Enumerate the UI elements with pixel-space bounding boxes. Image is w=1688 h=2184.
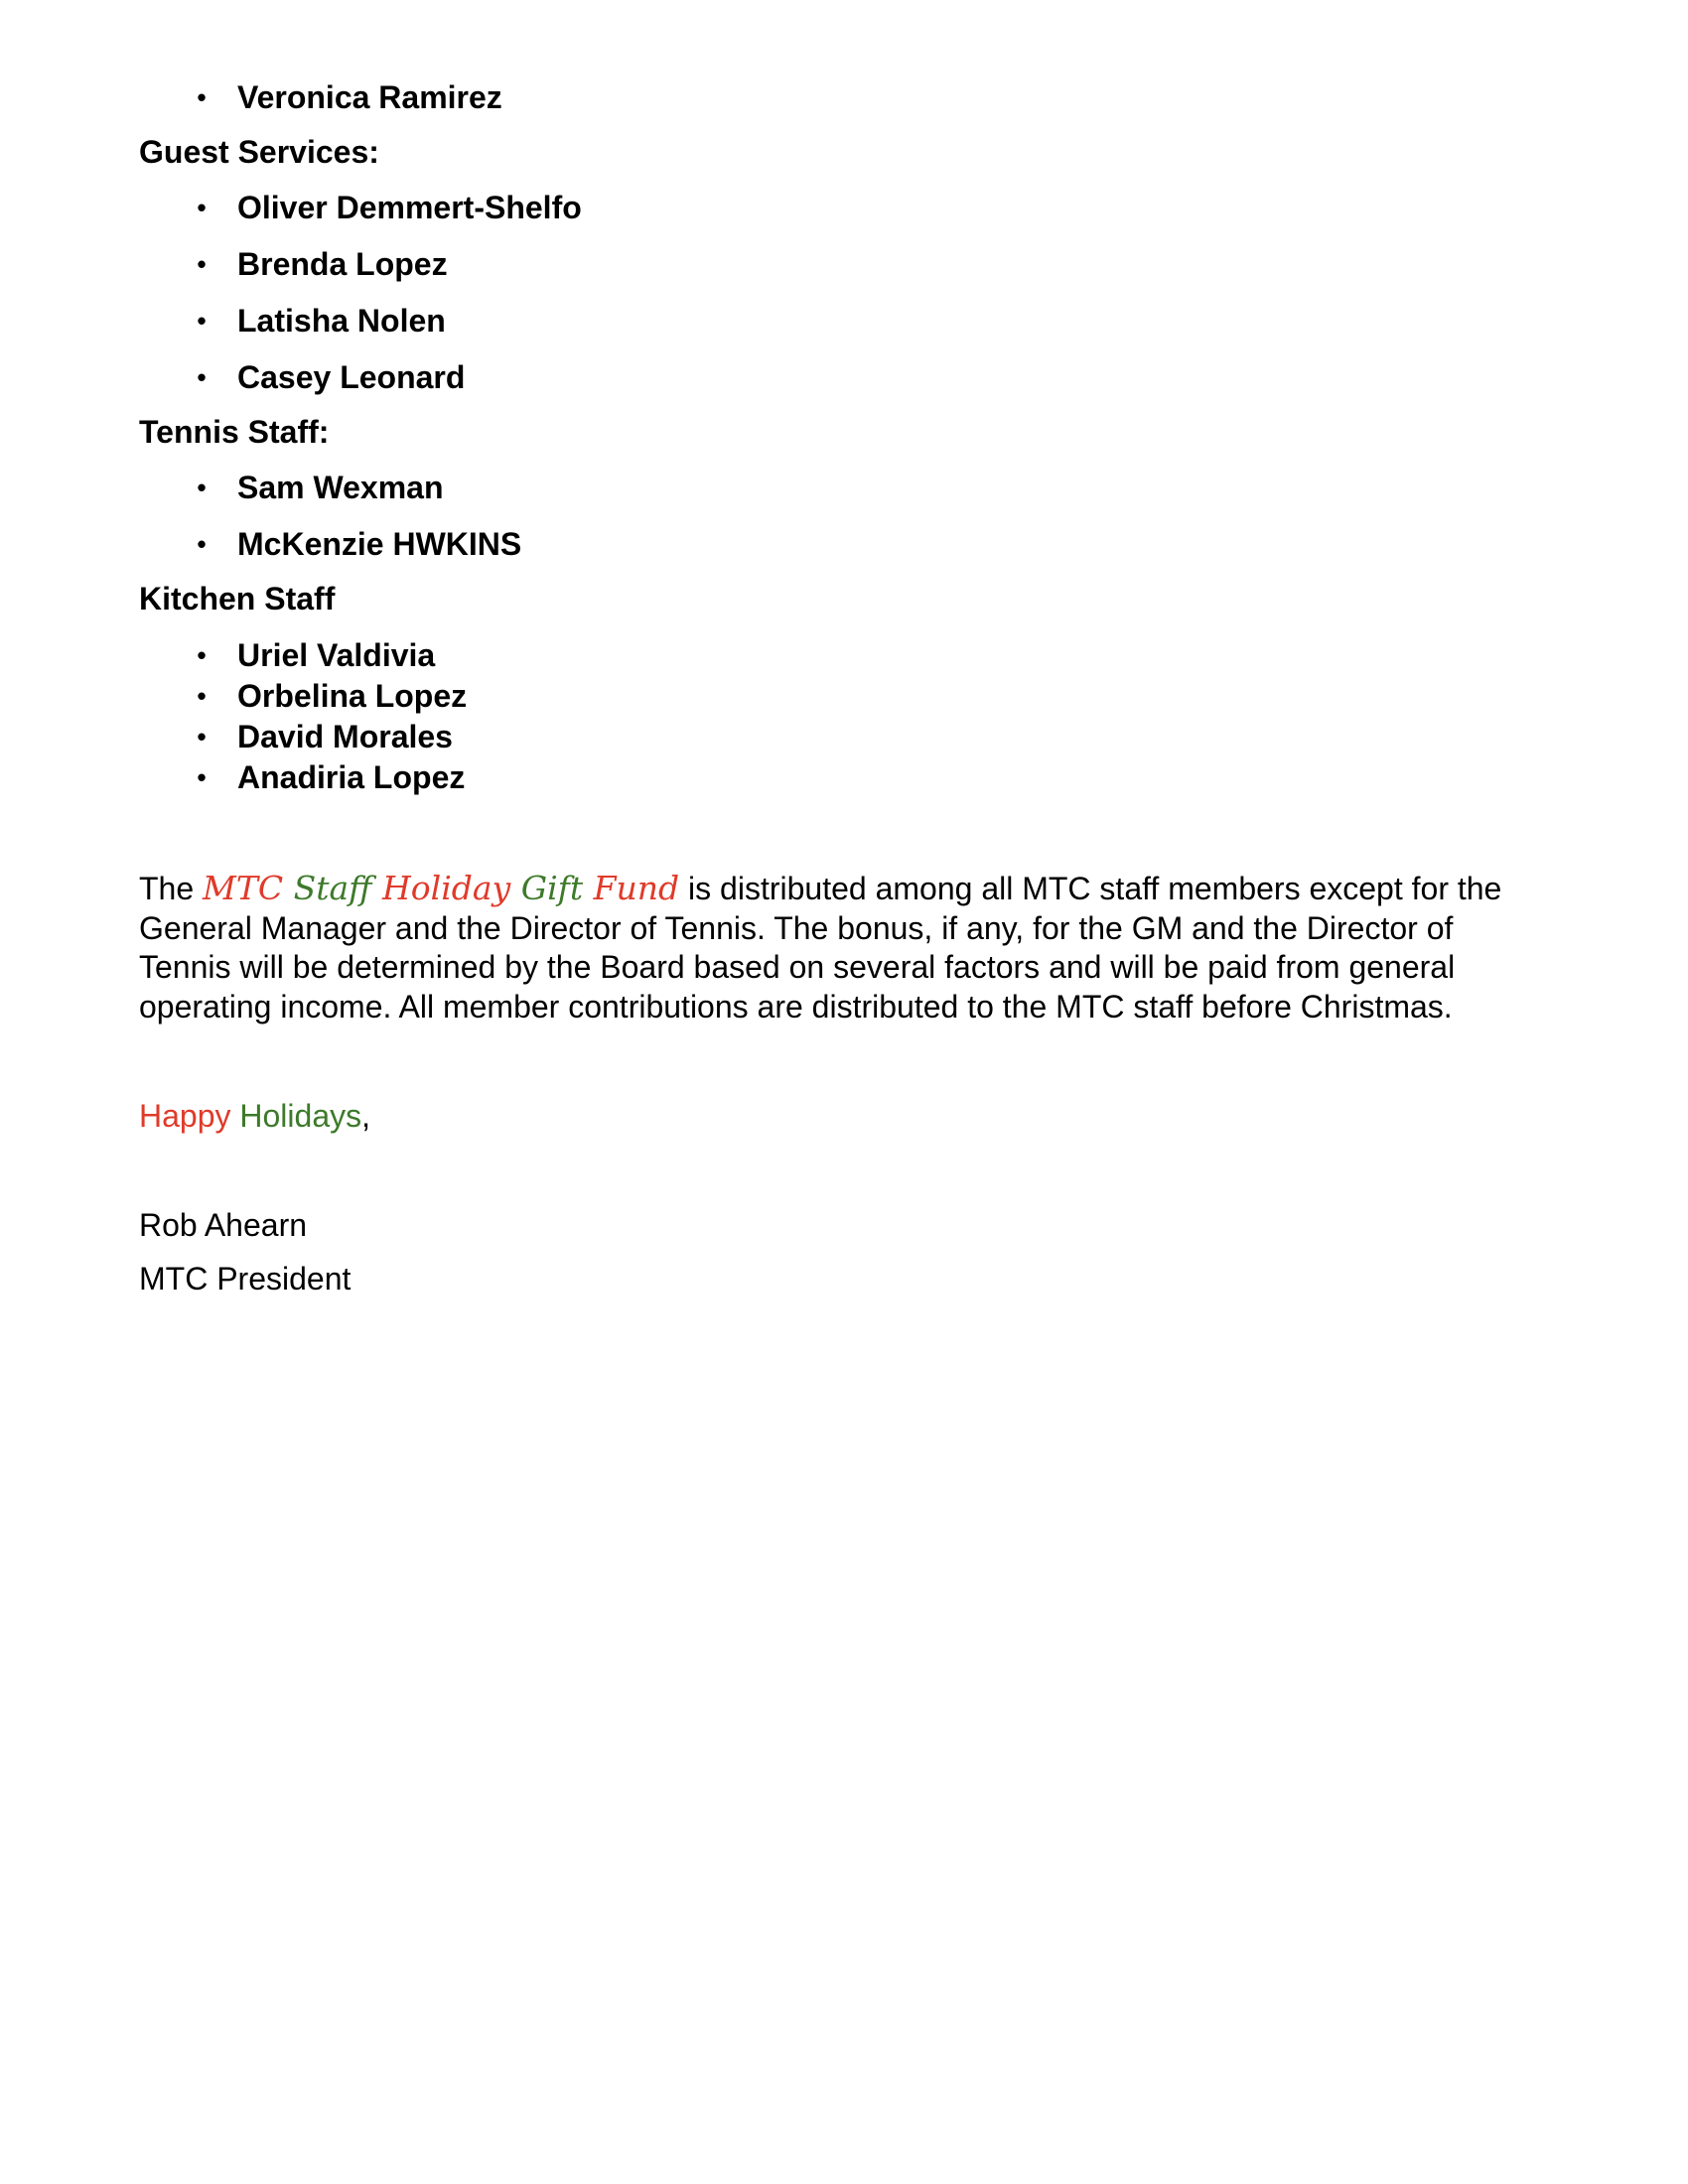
staff-name: Latisha Nolen <box>237 303 446 339</box>
list-item <box>139 244 1549 284</box>
bullet-icon: • <box>197 681 207 711</box>
signature-title: MTC President <box>139 1261 352 1297</box>
list-item <box>139 77 1549 117</box>
closing-greeting <box>139 1096 1549 1136</box>
list-item <box>139 717 1549 756</box>
greeting-punct: , <box>361 1098 370 1134</box>
kitchen-staff-list <box>139 635 1549 797</box>
staff-name: Veronica Ramirez <box>237 79 502 115</box>
greeting-word-happy: Happy <box>139 1098 231 1134</box>
bullet-icon: • <box>197 306 207 336</box>
list-item <box>139 635 1549 675</box>
fund-word: MTC <box>203 869 284 907</box>
guest-services-list <box>139 188 1549 397</box>
bullet-icon: • <box>197 473 207 502</box>
list-item <box>139 357 1549 397</box>
fund-paragraph <box>139 869 1549 1026</box>
paragraph-body: is distributed among all MTC staff members except for the General Manager and the Director of Tennis. The bonus, if any, for the GM and the Director of Tennis will be determined by the Board based on several factors and will be paid from general operating income. All member contributions are distributed to the MTC staff before Christmas. <box>139 871 1502 1024</box>
paragraph-prefix: The <box>139 871 204 906</box>
staff-name: Brenda Lopez <box>237 246 448 282</box>
section-heading-tennis-staff: Tennis Staff: <box>139 414 330 450</box>
fund-name <box>203 869 679 907</box>
staff-name: Orbelina Lopez <box>237 678 468 714</box>
staff-name: David Morales <box>237 719 453 754</box>
staff-name: McKenzie HWKINS <box>237 526 522 562</box>
letter-content <box>139 77 1549 1298</box>
bullet-icon: • <box>197 529 207 559</box>
staff-name: Oliver Demmert-Shelfo <box>237 190 582 225</box>
list-item <box>139 524 1549 564</box>
bullet-icon: • <box>197 362 207 392</box>
fund-word: Gift <box>520 869 584 907</box>
staff-name: Sam Wexman <box>237 470 444 505</box>
list-item <box>139 188 1549 227</box>
fund-word: Holiday <box>382 869 511 907</box>
signature-name: Rob Ahearn <box>139 1207 308 1243</box>
list-item <box>139 468 1549 507</box>
section-heading-kitchen-staff: Kitchen Staff <box>139 581 336 616</box>
list-item <box>139 301 1549 341</box>
list-item <box>139 757 1549 797</box>
top-list <box>139 77 1549 117</box>
fund-word: Fund <box>593 869 680 907</box>
greeting-word-holidays: Holidays <box>239 1098 362 1134</box>
staff-name: Anadiria Lopez <box>237 759 466 795</box>
staff-name: Casey Leonard <box>237 359 466 395</box>
bullet-icon: • <box>197 82 207 112</box>
bullet-icon: • <box>197 249 207 279</box>
bullet-icon: • <box>197 640 207 670</box>
section-heading-guest-services: Guest Services: <box>139 134 379 170</box>
fund-word: Staff <box>293 869 372 907</box>
bullet-icon: • <box>197 722 207 751</box>
staff-name: Uriel Valdivia <box>237 637 436 673</box>
list-item <box>139 676 1549 716</box>
bullet-icon: • <box>197 762 207 792</box>
tennis-staff-list <box>139 468 1549 564</box>
bullet-icon: • <box>197 193 207 222</box>
